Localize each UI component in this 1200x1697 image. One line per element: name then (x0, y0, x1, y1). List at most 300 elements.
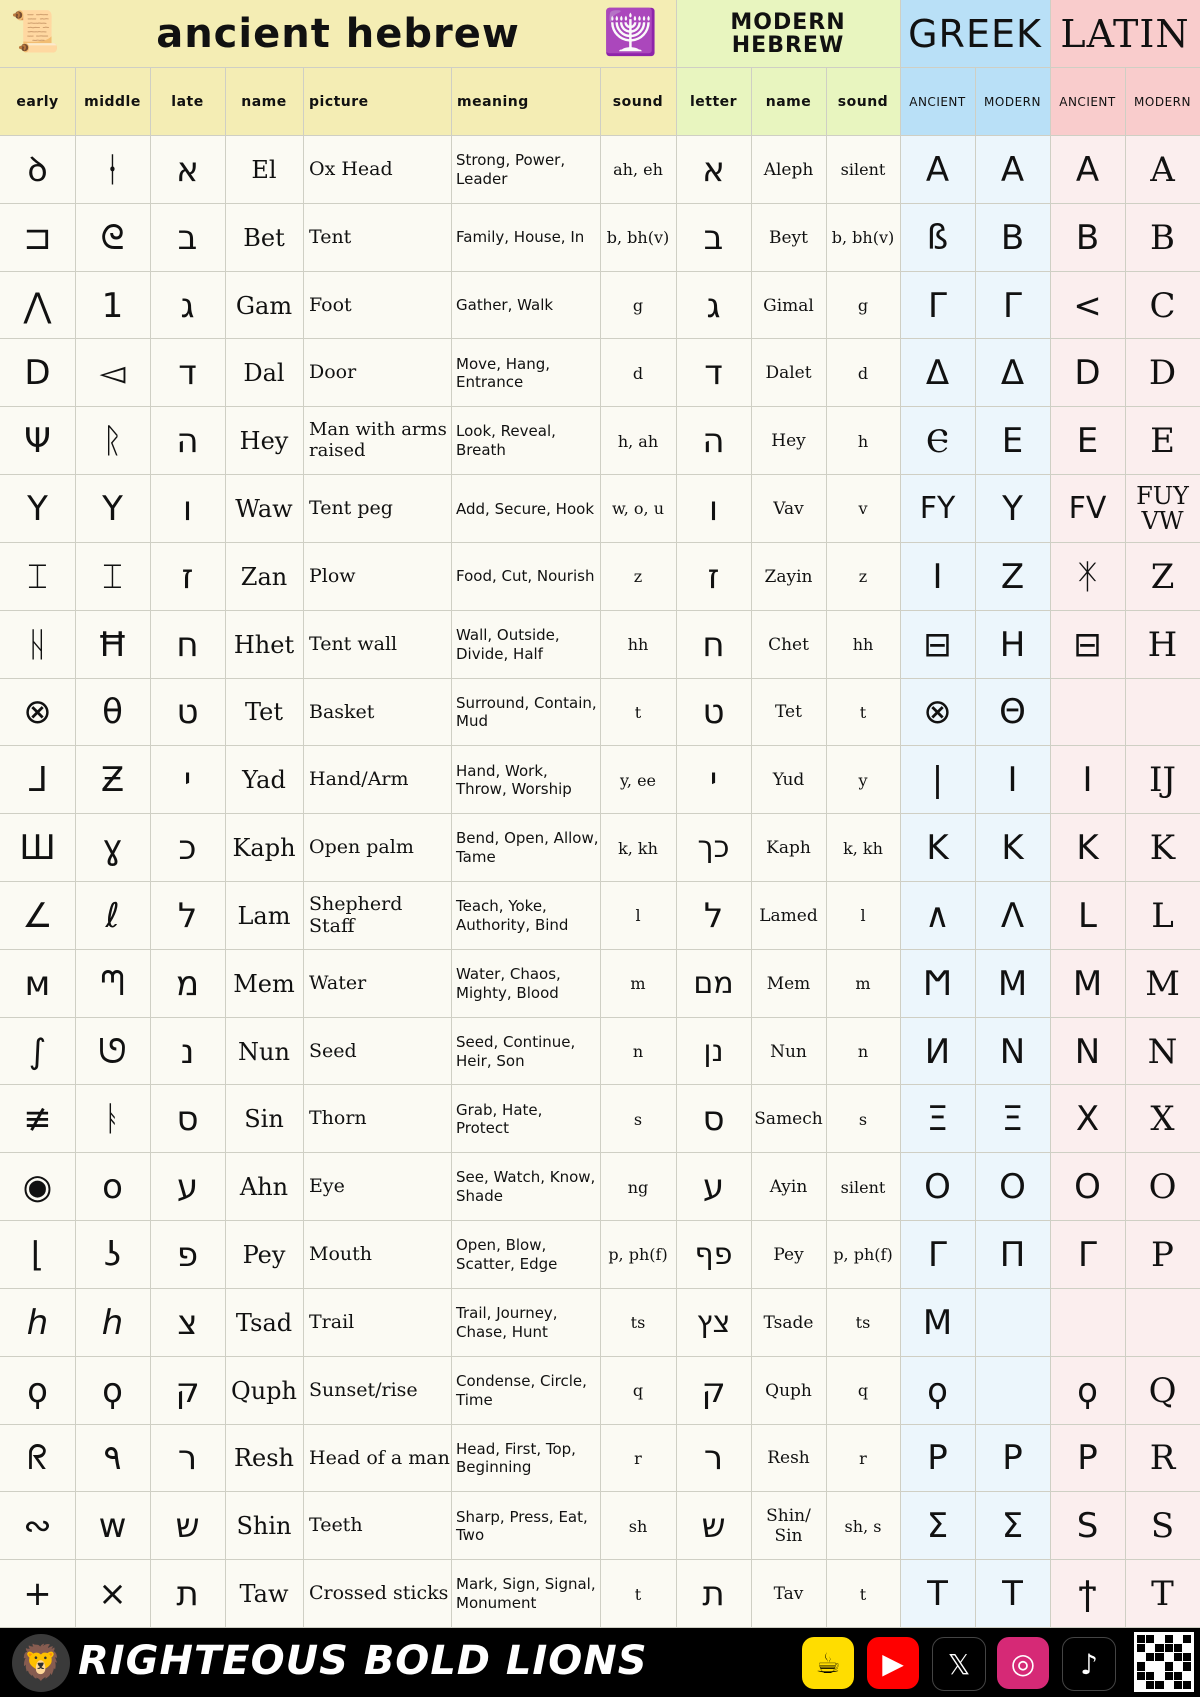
sound-text: g (632, 296, 644, 316)
lion-logo-icon: 🦁 (12, 1634, 70, 1692)
qr-code-icon[interactable] (1134, 1632, 1194, 1692)
late-glyph: מ (175, 963, 200, 1004)
letter-name: Hhet (233, 630, 295, 659)
latin-modern: B (1150, 217, 1175, 258)
late-glyph: י (183, 760, 192, 801)
early-glyph: ∠ (22, 895, 53, 936)
instagram-icon[interactable]: ◎ (997, 1637, 1049, 1689)
latin-ancient: M (1072, 963, 1103, 1004)
early-glyph: ⊗ (23, 692, 52, 733)
greek-modern: Σ (1001, 1506, 1024, 1547)
greek-ancient: Ξ (926, 1099, 949, 1140)
modern-name: Tav (773, 1584, 804, 1605)
late-glyph: ה (176, 421, 199, 462)
letter-name: Resh (233, 1444, 295, 1473)
latin-modern (1125, 1289, 1200, 1357)
greek-ancient: Δ (925, 353, 950, 394)
latin-ancient: N (1074, 1031, 1101, 1072)
qr-module (1183, 1681, 1191, 1689)
qr-module (1146, 1672, 1154, 1680)
sound-text: d (632, 363, 644, 383)
column-header-letter-name: name (225, 68, 303, 136)
letter-name: Tet (245, 698, 283, 727)
greek-ancient: O (924, 1167, 951, 1208)
early-glyph: ᴍ (24, 963, 51, 1004)
middle-glyph: ϙ (102, 1370, 123, 1411)
meaning-text: Family, House, In (456, 228, 585, 247)
latin-modern: FUY VW (1136, 481, 1189, 535)
column-divider (303, 68, 304, 1628)
modern-sound: t (859, 1584, 867, 1604)
modern-sound: y (858, 770, 868, 790)
qr-module (1165, 1672, 1173, 1680)
modern-sound: d (857, 363, 869, 383)
greek-ancient: Ⲉ (926, 421, 949, 462)
late-glyph: פ (176, 1234, 199, 1275)
sound-text: ng (627, 1177, 649, 1197)
meaning-text: Strong, Power, Leader (456, 151, 566, 188)
modern-name: Pey (773, 1244, 804, 1265)
latin-ancient: < (1073, 285, 1102, 326)
latin-modern: C (1149, 285, 1176, 326)
early-glyph: ◉ (22, 1167, 53, 1208)
modern-sound: h (857, 431, 869, 451)
picture-text: Head of a man (309, 1446, 450, 1469)
middle-glyph: ᚱ (102, 421, 123, 462)
sound-text: k, kh (618, 838, 658, 858)
picture-text: Sunset/rise (309, 1378, 418, 1401)
sound-text: hh (627, 635, 649, 655)
buymeacoffee-icon[interactable]: ☕ (802, 1637, 854, 1689)
letter-name: Bet (243, 223, 285, 252)
greek-ancient: Α (925, 149, 950, 190)
modern-letter: י (709, 760, 718, 801)
greek-modern: N (999, 1031, 1026, 1072)
modern-letter: ת (702, 1574, 725, 1615)
latin-modern: O (1148, 1167, 1177, 1208)
qr-module (1155, 1662, 1163, 1670)
greek-ancient: I (932, 556, 943, 597)
picture-text: Basket (309, 700, 375, 723)
column-header-modern-letter: letter (676, 68, 751, 136)
latin-modern: X (1150, 1099, 1175, 1140)
meaning-text: Bend, Open, Allow, Tame (456, 829, 599, 867)
modern-sound: t (859, 702, 867, 722)
greek-modern: P (1002, 1438, 1023, 1479)
late-glyph: כ (178, 828, 197, 869)
early-glyph: D (24, 353, 51, 394)
ancient-hebrew-band (0, 0, 676, 68)
letter-name: Yad (242, 766, 286, 795)
middle-glyph: θ (102, 692, 123, 733)
sound-text: sh (628, 1516, 648, 1536)
greek-modern: Z (1000, 556, 1025, 597)
greek-modern: H (999, 624, 1026, 665)
modern-letter: ע (702, 1167, 725, 1208)
letter-name: Tsad (235, 1308, 293, 1337)
modern-hebrew-band (676, 0, 900, 68)
qr-module (1165, 1653, 1173, 1661)
qr-module (1174, 1672, 1182, 1680)
greek-modern: K (1001, 828, 1024, 869)
early-glyph: ⌶ (27, 556, 48, 597)
latin-modern (1125, 679, 1200, 747)
modern-name: Ayin (769, 1177, 808, 1198)
late-glyph: ח (176, 624, 199, 665)
qr-module (1183, 1653, 1191, 1661)
column-header-greek-ancient: ANCIENT (900, 68, 975, 136)
meaning-text: Condense, Circle, Time (456, 1371, 587, 1409)
greek-modern: B (1000, 217, 1025, 258)
picture-text: Trail (309, 1310, 355, 1333)
sound-text: p, ph(f) (608, 1245, 668, 1265)
early-glyph: Ψ (24, 421, 51, 462)
column-header-latin-modern: MODERN (1125, 68, 1200, 136)
picture-text: Mouth (309, 1243, 373, 1266)
latin-ancient: P (1077, 1438, 1098, 1479)
greek-modern (975, 1357, 1050, 1425)
picture-text: Hand/Arm (309, 768, 409, 791)
sound-text: q (632, 1381, 644, 1401)
column-divider (75, 68, 76, 1628)
greek-ancient: P (927, 1438, 948, 1479)
column-header-sound-text: sound (600, 68, 676, 136)
late-glyph: ב (177, 217, 198, 258)
greek-modern: Δ (1000, 353, 1025, 394)
column-header-modern-sound: sound (826, 68, 900, 136)
greek-ancient: Γ (928, 285, 947, 326)
middle-glyph: ٩ (103, 1438, 122, 1479)
greek-title: GREEK (908, 12, 1042, 56)
greek-ancient: Σ (926, 1506, 949, 1547)
qr-module (1146, 1681, 1154, 1689)
modern-letter: ה (702, 421, 725, 462)
greek-ancient: ß (926, 217, 949, 258)
x-icon[interactable]: 𝕏 (932, 1637, 986, 1691)
latin-ancient: D (1074, 353, 1101, 394)
picture-text: Teeth (309, 1514, 363, 1537)
picture-text: Tent (309, 225, 352, 248)
column-divider (1125, 68, 1126, 1628)
modern-name: Hey (771, 431, 806, 452)
early-glyph: ⋀ (23, 285, 52, 326)
modern-letter: ח (702, 624, 725, 665)
greek-modern: Γ (1003, 285, 1022, 326)
latin-ancient: K (1076, 828, 1099, 869)
qr-module (1155, 1681, 1163, 1689)
sound-text: ts (630, 1313, 646, 1333)
early-glyph: ϙ (27, 1370, 48, 1411)
sound-text: ah, eh (613, 160, 663, 180)
section-divider (676, 0, 677, 68)
qr-module (1174, 1635, 1182, 1643)
early-glyph: ℎ (26, 1302, 49, 1343)
early-glyph: Ш (19, 828, 56, 869)
modern-sound: k, kh (843, 838, 883, 858)
qr-module (1155, 1644, 1163, 1652)
modern-sound: l (860, 906, 866, 926)
latin-ancient (1050, 679, 1125, 747)
late-glyph: ג (180, 285, 195, 326)
tiktok-icon[interactable]: ♪ (1062, 1637, 1116, 1691)
latin-modern: T (1151, 1574, 1174, 1615)
greek-ancient: ∧ (925, 895, 950, 936)
modern-sound: silent (840, 160, 886, 180)
sound-text: w, o, u (611, 499, 665, 519)
meaning-text: Grab, Hate, Protect (456, 1100, 543, 1138)
qr-module (1137, 1681, 1145, 1689)
modern-letter: ד (704, 353, 723, 394)
greek-modern: Θ (999, 692, 1026, 733)
meaning-text: Wall, Outside, Divide, Half (456, 625, 560, 663)
latin-modern: D (1148, 353, 1177, 394)
scroll-icon: 📜 (10, 9, 60, 55)
qr-module (1137, 1653, 1145, 1661)
meaning-text: Mark, Sign, Signal, Monument (456, 1575, 596, 1613)
middle-glyph: ◅ (99, 353, 126, 394)
column-divider (975, 68, 976, 1628)
modern-letter: ל (703, 895, 724, 936)
greek-modern: M (997, 963, 1028, 1004)
early-glyph: ᚺ (27, 624, 48, 665)
latin-ancient: ᛡ (1077, 556, 1098, 597)
greek-ancient: Ͷ (924, 1031, 951, 1072)
greek-modern (975, 1289, 1050, 1357)
meaning-text: Food, Cut, Nourish (456, 567, 595, 586)
modern-letter: ב (703, 217, 724, 258)
picture-text: Door (309, 361, 357, 384)
letter-name: Sin (244, 1105, 284, 1134)
latin-modern: K (1149, 828, 1176, 869)
picture-text: Tent peg (309, 497, 393, 520)
meaning-text: Head, First, Top, Beginning (456, 1439, 576, 1477)
late-glyph: ד (178, 353, 197, 394)
modern-letter: ז (707, 556, 720, 597)
latin-ancient: L (1078, 895, 1097, 936)
latin-ancient: ϙ (1077, 1370, 1098, 1411)
letter-name: Ahn (239, 1173, 289, 1202)
latin-modern: Q (1148, 1370, 1177, 1411)
qr-module (1165, 1662, 1173, 1670)
sound-text: n (632, 1042, 644, 1062)
column-divider (676, 68, 677, 1628)
picture-text: Open palm (309, 836, 414, 859)
qr-module (1137, 1662, 1145, 1670)
letter-name: Dal (243, 359, 285, 388)
late-glyph: ס (176, 1099, 199, 1140)
letter-name: Quph (231, 1376, 297, 1405)
modern-name: Tsade (763, 1312, 814, 1333)
middle-glyph: × (98, 1574, 127, 1615)
latin-modern: R (1149, 1438, 1176, 1479)
modern-name: Tet (775, 702, 802, 723)
qr-module (1137, 1672, 1145, 1680)
greek-ancient: ϙ (927, 1370, 948, 1411)
meaning-text: Hand, Work, Throw, Worship (456, 761, 572, 799)
letter-name: Pey (242, 1240, 286, 1269)
ancient-hebrew-title: ancient hebrew (156, 11, 520, 57)
modern-letter: פף (694, 1236, 733, 1272)
middle-glyph: Y (102, 488, 123, 529)
early-glyph: ᒧ (27, 760, 48, 801)
meaning-text: Gather, Walk (456, 296, 554, 315)
column-divider (150, 68, 151, 1628)
latin-ancient: Γ (1078, 1234, 1097, 1275)
latin-ancient: S (1076, 1506, 1099, 1547)
footer (0, 1628, 1200, 1697)
latin-modern: A (1150, 149, 1175, 190)
latin-ancient: O (1074, 1167, 1101, 1208)
column-header-early-glyph: early (0, 68, 75, 136)
modern-name: Samech (754, 1109, 823, 1130)
picture-text: Eye (309, 1175, 345, 1198)
latin-ancient (1050, 1289, 1125, 1357)
early-glyph: + (23, 1574, 52, 1615)
greek-ancient: ⊗ (923, 692, 952, 733)
qr-module (1155, 1635, 1163, 1643)
modern-letter: ג (706, 285, 721, 326)
modern-sound: q (857, 1381, 869, 1401)
middle-glyph: Ħ (96, 624, 129, 665)
qr-module (1165, 1644, 1173, 1652)
letter-name: Zan (240, 562, 288, 591)
latin-ancient: ⊟ (1073, 624, 1102, 665)
modern-name: Chet (768, 634, 809, 655)
greek-modern: E (1001, 421, 1024, 462)
modern-letter: ט (702, 692, 725, 733)
greek-ancient: FY (919, 490, 956, 526)
modern-sound: s (858, 1109, 868, 1129)
letter-name: Waw (235, 494, 293, 523)
latin-ancient: X (1075, 1099, 1100, 1140)
column-divider (900, 68, 901, 1628)
middle-glyph: ⌶ (102, 556, 123, 597)
modern-letter: ר (703, 1438, 724, 1479)
modern-name: Aleph (763, 159, 814, 180)
qr-module (1174, 1653, 1182, 1661)
latin-ancient: Α (1075, 149, 1100, 190)
meaning-text: Move, Hang, Entrance (456, 354, 551, 392)
greek-modern: Ξ (1001, 1099, 1024, 1140)
column-divider (451, 68, 452, 1628)
latin-modern: E (1150, 421, 1175, 462)
column-header-picture-text: picture (303, 68, 451, 136)
sound-text: t (634, 702, 642, 722)
middle-glyph: ℎ (101, 1302, 124, 1343)
qr-module (1183, 1662, 1191, 1670)
modern-letter: ס (702, 1099, 725, 1140)
greek-ancient: Ϻ (922, 963, 953, 1004)
qr-module (1146, 1662, 1154, 1670)
modern-name: Beyt (769, 227, 808, 248)
letter-name: Taw (239, 1580, 289, 1609)
modern-name: Yud (772, 770, 805, 791)
latin-ancient: FV (1068, 490, 1107, 526)
sound-text: t (634, 1584, 642, 1604)
middle-glyph: ᚭ (102, 1099, 123, 1140)
modern-sound: n (857, 1042, 869, 1062)
qr-module (1146, 1644, 1154, 1652)
latin-band (1050, 0, 1200, 68)
middle-glyph: w (98, 1506, 127, 1547)
modern-name: Nun (770, 1041, 807, 1062)
modern-name: Quph (765, 1380, 812, 1401)
qr-module (1183, 1672, 1191, 1680)
meaning-text: Sharp, Press, Eat, Two (456, 1507, 588, 1545)
qr-module (1183, 1635, 1191, 1643)
qr-module (1155, 1653, 1163, 1661)
late-glyph: ע (176, 1167, 199, 1208)
modern-sound: b, bh(v) (831, 228, 895, 248)
meaning-text: Trail, Journey, Chase, Hunt (456, 1304, 558, 1341)
latin-modern: H (1147, 624, 1178, 665)
modern-letter: א (702, 149, 725, 190)
early-glyph: ⌊ (30, 1234, 45, 1275)
column-divider (225, 68, 226, 1628)
meaning-text: Teach, Yoke, Authority, Bind (456, 897, 569, 934)
qr-module (1146, 1635, 1154, 1643)
letter-name: Nun (238, 1037, 290, 1066)
modern-letter: מם (693, 965, 734, 1001)
meaning-text: Look, Reveal, Breath (456, 422, 556, 460)
middle-glyph: ɣ (102, 828, 123, 869)
greek-ancient: ⊟ (923, 624, 952, 665)
middle-glyph: ᘉ (100, 963, 125, 1004)
greek-modern: I (1007, 760, 1018, 801)
picture-text: Shepherd Staff (309, 893, 403, 937)
column-divider (826, 68, 827, 1628)
late-glyph: ז (181, 556, 194, 597)
picture-text: Crossed sticks (309, 1582, 449, 1605)
modern-name: Kaph (766, 838, 811, 859)
qr-module (1137, 1644, 1145, 1652)
latin-modern: IJ (1148, 760, 1177, 801)
qr-module (1174, 1681, 1182, 1689)
brand-name: RIGHTEOUS BOLD LIONS (78, 1638, 648, 1684)
greek-modern: O (999, 1167, 1026, 1208)
greek-ancient: Γ (928, 1234, 947, 1275)
letter-name: Hey (239, 427, 289, 456)
latin-modern: Z (1150, 556, 1175, 597)
qr-module (1137, 1635, 1145, 1643)
letter-name: El (251, 155, 277, 184)
youtube-icon[interactable]: ▶ (867, 1637, 919, 1689)
modern-name: Shin/ Sin (766, 1506, 811, 1547)
modern-name: Vav (773, 498, 804, 519)
picture-text: Thorn (309, 1107, 367, 1130)
meaning-text: Water, Chaos, Mighty, Blood (456, 964, 561, 1002)
qr-module (1146, 1653, 1154, 1661)
column-divider (1050, 68, 1051, 1628)
early-glyph: ᖇ (27, 1438, 48, 1479)
modern-name: Gimal (763, 295, 814, 316)
column-header-greek-modern: MODERN (975, 68, 1050, 136)
late-glyph: ש (175, 1506, 200, 1547)
qr-module (1165, 1635, 1173, 1643)
middle-glyph: ʖ (103, 1234, 122, 1275)
latin-ancient: B (1075, 217, 1100, 258)
picture-text: Water (309, 971, 367, 994)
qr-module (1174, 1644, 1182, 1652)
qr-module (1155, 1672, 1163, 1680)
modern-sound: m (855, 974, 871, 994)
early-glyph: ≢ (23, 1099, 52, 1140)
greek-modern: T (1002, 1574, 1023, 1615)
column-divider (751, 68, 752, 1628)
early-glyph: ∫ (28, 1031, 47, 1072)
qr-module (1183, 1644, 1191, 1652)
modern-name: Zayin (764, 566, 813, 587)
